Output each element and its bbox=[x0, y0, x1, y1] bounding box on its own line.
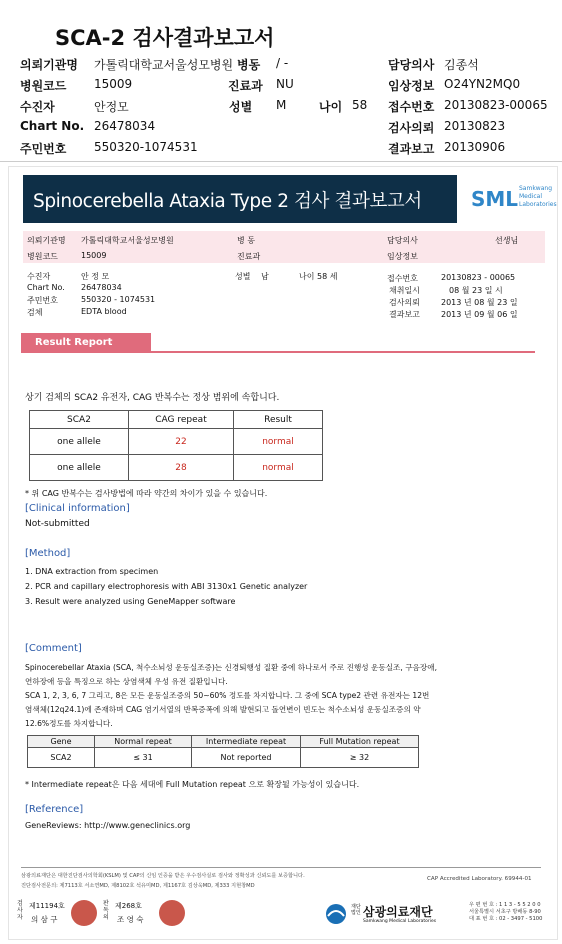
table-row bbox=[28, 748, 419, 768]
table-cell: Not reported bbox=[192, 748, 301, 768]
sml-logo-sub3: Laboratories bbox=[519, 201, 557, 208]
reader-name: 조 영 숙 bbox=[117, 915, 144, 924]
info-chart-label: Chart No. bbox=[27, 283, 65, 292]
sml-logo-text: SML bbox=[471, 187, 519, 211]
sml-logo-sub1: Samkwang bbox=[519, 185, 552, 192]
clinical-text: Not-submitted bbox=[25, 519, 90, 529]
info-patient-label: 수진자 bbox=[27, 272, 51, 281]
examiner-role: 검사자 bbox=[17, 900, 23, 921]
info-doctor-label: 담당의사 bbox=[387, 236, 418, 245]
table-cell: normal bbox=[234, 455, 323, 481]
table-cell: one allele bbox=[30, 455, 129, 481]
header-divider bbox=[0, 161, 562, 162]
info-sex-label: 성별 bbox=[235, 272, 251, 281]
info-dept-label: 진료과 bbox=[237, 252, 261, 261]
scanned-report bbox=[8, 166, 558, 940]
value-clinical: O24YN2MQ0 bbox=[444, 77, 521, 91]
info-code-value: 15009 bbox=[81, 251, 107, 260]
gene-table bbox=[27, 735, 419, 768]
result-table bbox=[29, 410, 323, 481]
foundation-logo bbox=[323, 900, 463, 932]
label-ward: 병동 bbox=[237, 58, 261, 72]
comment-line-4: 염색체(12q24.1)에 존재하며 CAG 염기서열의 반복증폭에 의해 발현되고 돌연변이 빈도는 척수소뇌성 운동실조증의 약 bbox=[25, 705, 421, 714]
info-request-label: 검사의뢰 bbox=[389, 298, 420, 307]
table-row bbox=[30, 455, 323, 481]
value-receipt: 20130823-00065 bbox=[444, 98, 548, 112]
comment-line-3: SCA 1, 2, 3, 6, 7 그리고, 8은 모든 운동실조증의 50~60% 정도를 차지합니다. 그 중에 SCA type2 관련 유전자는 12번 bbox=[25, 691, 430, 700]
info-chart-value: 26478034 bbox=[81, 283, 122, 292]
reference-title: [Reference] bbox=[25, 804, 84, 815]
info-ward-label: 병 동 bbox=[237, 236, 255, 245]
info-patient-value: 안 정 모 bbox=[81, 272, 110, 281]
examiner-name: 의 삼 구 bbox=[31, 915, 58, 924]
info-collect-label: 채취일시 bbox=[389, 286, 420, 295]
table-cell: normal bbox=[234, 429, 323, 455]
label-dept: 진료과 bbox=[228, 79, 263, 93]
info-rrn-value: 550320 - 1074531 bbox=[81, 295, 156, 304]
info-code-label: 병원코드 bbox=[27, 252, 58, 261]
cap-accreditation: CAP Accredited Laboratory. 69944-01 bbox=[427, 876, 532, 882]
contact-phone: 대 표 번 호 : 02 - 3497 - 5100 bbox=[469, 916, 543, 922]
method-title: [Method] bbox=[25, 548, 71, 559]
foundation-logo-icon bbox=[323, 902, 349, 926]
footer-cert-line: 삼광의료재단은 대한진단검사의학회(KSLM) 및 CAP의 신임 인증을 받은 우수검사실로 검사와 정확성과 신뢰도를 보증합니다. bbox=[21, 873, 305, 879]
gene-col-normal: Normal repeat bbox=[95, 736, 192, 748]
value-request: 20130823 bbox=[444, 119, 506, 133]
comment-line-5: 12.6%정도를 차지합니다. bbox=[25, 719, 113, 728]
label-rrn: 주민번호 bbox=[20, 142, 67, 156]
info-report-label: 결과보고 bbox=[389, 310, 420, 319]
value-sex: M bbox=[276, 98, 287, 112]
value-dept: NU bbox=[276, 77, 294, 91]
sml-logo-sub2: Medical bbox=[519, 193, 542, 200]
reference-text: GeneReviews: http://www.geneclinics.org bbox=[25, 821, 191, 830]
label-request: 검사의뢰 bbox=[388, 121, 435, 135]
table-cell: one allele bbox=[30, 429, 129, 455]
value-chart-no: 26478034 bbox=[94, 119, 156, 133]
table-cell: 28 bbox=[129, 455, 234, 481]
foundation-name-en: Samkwang Medical Laboratories bbox=[363, 919, 437, 924]
gene-col-intermediate: Intermediate repeat bbox=[192, 736, 301, 748]
result-col-sca2: SCA2 bbox=[30, 411, 129, 429]
clinical-title: [Clinical information] bbox=[25, 503, 130, 514]
footer-doctors-line: 진단검사전문의: 제7113호 서소연MD, 제8102호 석유미MD, 제1167호 김상욱MD, 제333 지현창MD bbox=[21, 883, 255, 889]
value-patient: 안정모 bbox=[94, 100, 129, 114]
info-inst-value: 가톨릭대학교서울성모병원 bbox=[81, 236, 174, 245]
value-hospital-code: 15009 bbox=[94, 77, 133, 91]
info-receipt-value: 20130823 - 00065 bbox=[441, 273, 516, 282]
info-specimen-label: 검체 bbox=[27, 308, 43, 317]
info-rrn-label: 주민번호 bbox=[27, 296, 58, 305]
label-clinical: 임상정보 bbox=[388, 79, 435, 93]
table-row bbox=[30, 429, 323, 455]
foundation-contact bbox=[469, 902, 542, 923]
reader-role: 판독의 bbox=[103, 900, 109, 921]
reader-cert: 제268호 bbox=[115, 902, 142, 910]
info-sex-value: 남 bbox=[261, 272, 269, 281]
value-institution: 가톨릭대학교서울성모병원 bbox=[94, 58, 234, 72]
table-cell: ≤ 31 bbox=[95, 748, 192, 768]
method-item-1: 1. DNA extraction from specimen bbox=[25, 567, 159, 576]
method-item-2: 2. PCR and capillary electrophoresis with ABI 3130x1 Genetic analyzer bbox=[25, 582, 308, 591]
result-report-label: Result Report bbox=[35, 337, 113, 348]
result-col-result: Result bbox=[234, 411, 323, 429]
info-request-value: 2013 년 08 월 23 일 bbox=[441, 298, 518, 307]
page-title: SCA-2 검사결과보고서 bbox=[55, 26, 275, 50]
footer-divider bbox=[21, 867, 541, 868]
info-inst-label: 의뢰기관명 bbox=[27, 236, 66, 245]
result-note: * 위 CAG 반복수는 검사방법에 따라 약간의 차이가 있을 수 있습니다. bbox=[25, 489, 268, 498]
label-age: 나이 bbox=[319, 100, 343, 114]
result-col-cag: CAG repeat bbox=[129, 411, 234, 429]
info-collect-value: 08 월 23 일 시 bbox=[449, 286, 503, 295]
comment-line-1: Spinocerebellar Ataxia (SCA, 척수소뇌성 운동실조증)는 신경퇴행성 질환 중에 하나로서 주로 진행성 운동실조, 구음장애, bbox=[25, 663, 437, 672]
label-institution: 의뢰기관명 bbox=[20, 58, 78, 72]
label-patient: 수진자 bbox=[20, 100, 55, 114]
examiner-seal bbox=[17, 898, 99, 930]
info-specimen-value: EDTA blood bbox=[81, 307, 127, 316]
examiner-cert: 제11194호 bbox=[29, 902, 65, 910]
info-doctor-value: 선생님 bbox=[495, 236, 519, 245]
contact-postal: 우 편 번 호 : 1 1 3 - 5 5 2 0 0 bbox=[469, 902, 541, 908]
sml-logo bbox=[467, 181, 557, 217]
info-report-value: 2013 년 09 월 06 일 bbox=[441, 310, 518, 319]
result-report-bar bbox=[21, 333, 535, 353]
foundation-name: 삼광의료재단 bbox=[363, 905, 433, 919]
foundation-small: 재단법인 bbox=[351, 904, 361, 916]
label-sex: 성별 bbox=[229, 100, 253, 114]
examiner-stamp-icon bbox=[71, 900, 97, 926]
banner-title: Spinocerebella Ataxia Type 2 검사 결과보고서 bbox=[33, 191, 422, 212]
table-cell: 22 bbox=[129, 429, 234, 455]
info-receipt-label: 접수번호 bbox=[387, 274, 418, 283]
reader-stamp-icon bbox=[159, 900, 185, 926]
gene-col-full: Full Mutation repeat bbox=[301, 736, 419, 748]
result-report-line bbox=[151, 351, 535, 353]
method-item-3: 3. Result were analyzed using GeneMapper software bbox=[25, 597, 236, 606]
info-age-value: 58 세 bbox=[317, 272, 338, 281]
label-chart-no: Chart No. bbox=[20, 119, 85, 133]
value-age: 58 bbox=[352, 98, 368, 112]
summary-text: 상기 검체의 SCA2 유전자, CAG 반복수는 정상 범위에 속합니다. bbox=[25, 393, 280, 403]
comment-title: [Comment] bbox=[25, 643, 82, 654]
info-age-label: 나이 bbox=[299, 272, 315, 281]
contact-address: 서울특별시 서초구 방배동 8-90 bbox=[469, 909, 541, 915]
label-doctor: 담당의사 bbox=[388, 58, 435, 72]
value-rrn: 550320-1074531 bbox=[94, 140, 198, 154]
value-doctor: 김종석 bbox=[444, 58, 479, 72]
table-cell: SCA2 bbox=[28, 748, 95, 768]
reader-seal bbox=[103, 898, 187, 930]
gene-col-gene: Gene bbox=[28, 736, 95, 748]
value-report: 20130906 bbox=[444, 140, 506, 154]
table-cell: ≥ 32 bbox=[301, 748, 419, 768]
label-report: 결과보고 bbox=[388, 142, 435, 156]
label-receipt: 접수번호 bbox=[388, 100, 435, 114]
info-clinical-label: 임상정보 bbox=[387, 252, 418, 261]
comment-line-2: 연하장애 등을 특징으로 하는 상염색체 우성 유전 질환입니다. bbox=[25, 677, 228, 686]
intermediate-note: * Intermediate repeat은 다음 세대에 Full Mutation repeat 으로 확장될 가능성이 있습니다. bbox=[25, 780, 360, 789]
report-banner bbox=[23, 175, 457, 223]
comment-text bbox=[25, 661, 437, 731]
label-hospital-code: 병원코드 bbox=[20, 79, 67, 93]
value-ward: / - bbox=[276, 56, 289, 70]
